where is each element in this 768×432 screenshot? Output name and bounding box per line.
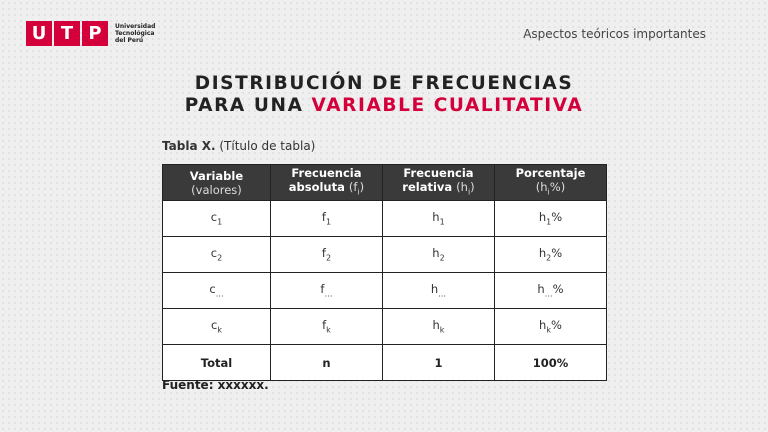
cell-relative-frequency: $h_2$ [382,237,494,273]
cell-percentage: $h_2\%$ [494,237,606,273]
logo-line-3: del Perú [115,37,144,44]
section-title: Aspectos teóricos importantes [523,27,706,41]
cell-absolute-frequency: $f_1$ [270,201,382,237]
table-row [163,273,607,309]
logo-line-1: Universidad [115,23,156,30]
total-cell-percentage: 100% [494,345,606,381]
total-cell-variable: Total [163,345,271,381]
header-relative-frequency [382,165,494,201]
header-rel-main2: relativa [402,179,457,194]
frequency-table [162,164,607,381]
header-abs-sub: $(f_i)$ [348,179,365,197]
header-rel-main: Frecuencia [403,165,474,180]
utp-logo [26,21,155,46]
title-line-1: DISTRIBUCIÓN DE FRECUENCIAS [194,73,574,94]
cell-variable: $c_2$ [163,237,271,273]
header-variable-main: Variable [189,168,244,183]
title-line-2 [0,95,768,117]
cell-relative-frequency: $h_1$ [382,201,494,237]
title-line-2-prefix: PARA UNA [184,95,312,116]
cell-variable: $c_1$ [163,201,271,237]
table-caption [162,139,315,153]
caption-label: Tabla X. [162,139,216,153]
header-rel-sub: $(h_i)$ [456,179,475,197]
logo-letter-u: U [26,21,52,46]
table-header-row [163,165,607,201]
total-cell-absolute-frequency: n [270,345,382,381]
cell-absolute-frequency: $f_2$ [270,237,382,273]
title-accent: VARIABLE CUALITATIVA [311,95,584,116]
header-absolute-frequency [270,165,382,201]
cell-percentage: $h_1\%$ [494,201,606,237]
slide-title [0,73,768,117]
cell-absolute-frequency: $f_\dots$ [270,273,382,309]
cell-relative-frequency: $h_\dots$ [382,273,494,309]
logo-university-name [115,23,155,44]
total-cell-relative-frequency: 1 [382,345,494,381]
table-source: Fuente: xxxxxx. [162,378,269,392]
cell-absolute-frequency: $f_k$ [270,309,382,345]
header-abs-main2: absoluta [288,179,349,194]
logo-letter-t: T [54,21,80,46]
cell-variable: $c_k$ [163,309,271,345]
header-variable-sub: (valores) [191,182,242,197]
table-total-row [163,345,607,381]
cell-percentage: $h_\dots\%$ [494,273,606,309]
header-percentage [494,165,606,201]
table-row [163,201,607,237]
cell-relative-frequency: $h_k$ [382,309,494,345]
caption-text: (Título de tabla) [215,139,316,153]
table-row [163,309,607,345]
table-row [163,237,607,273]
logo-line-2: Tecnológica [115,30,155,37]
header-abs-main: Frecuencia [291,165,362,180]
header-variable [163,165,271,201]
logo-letter-p: P [82,21,108,46]
header-pct-sub: $(h_i\%)$ [535,179,566,197]
cell-percentage: $h_k\%$ [494,309,606,345]
cell-variable: $c_\dots$ [163,273,271,309]
header-pct-main: Porcentaje [515,165,586,180]
